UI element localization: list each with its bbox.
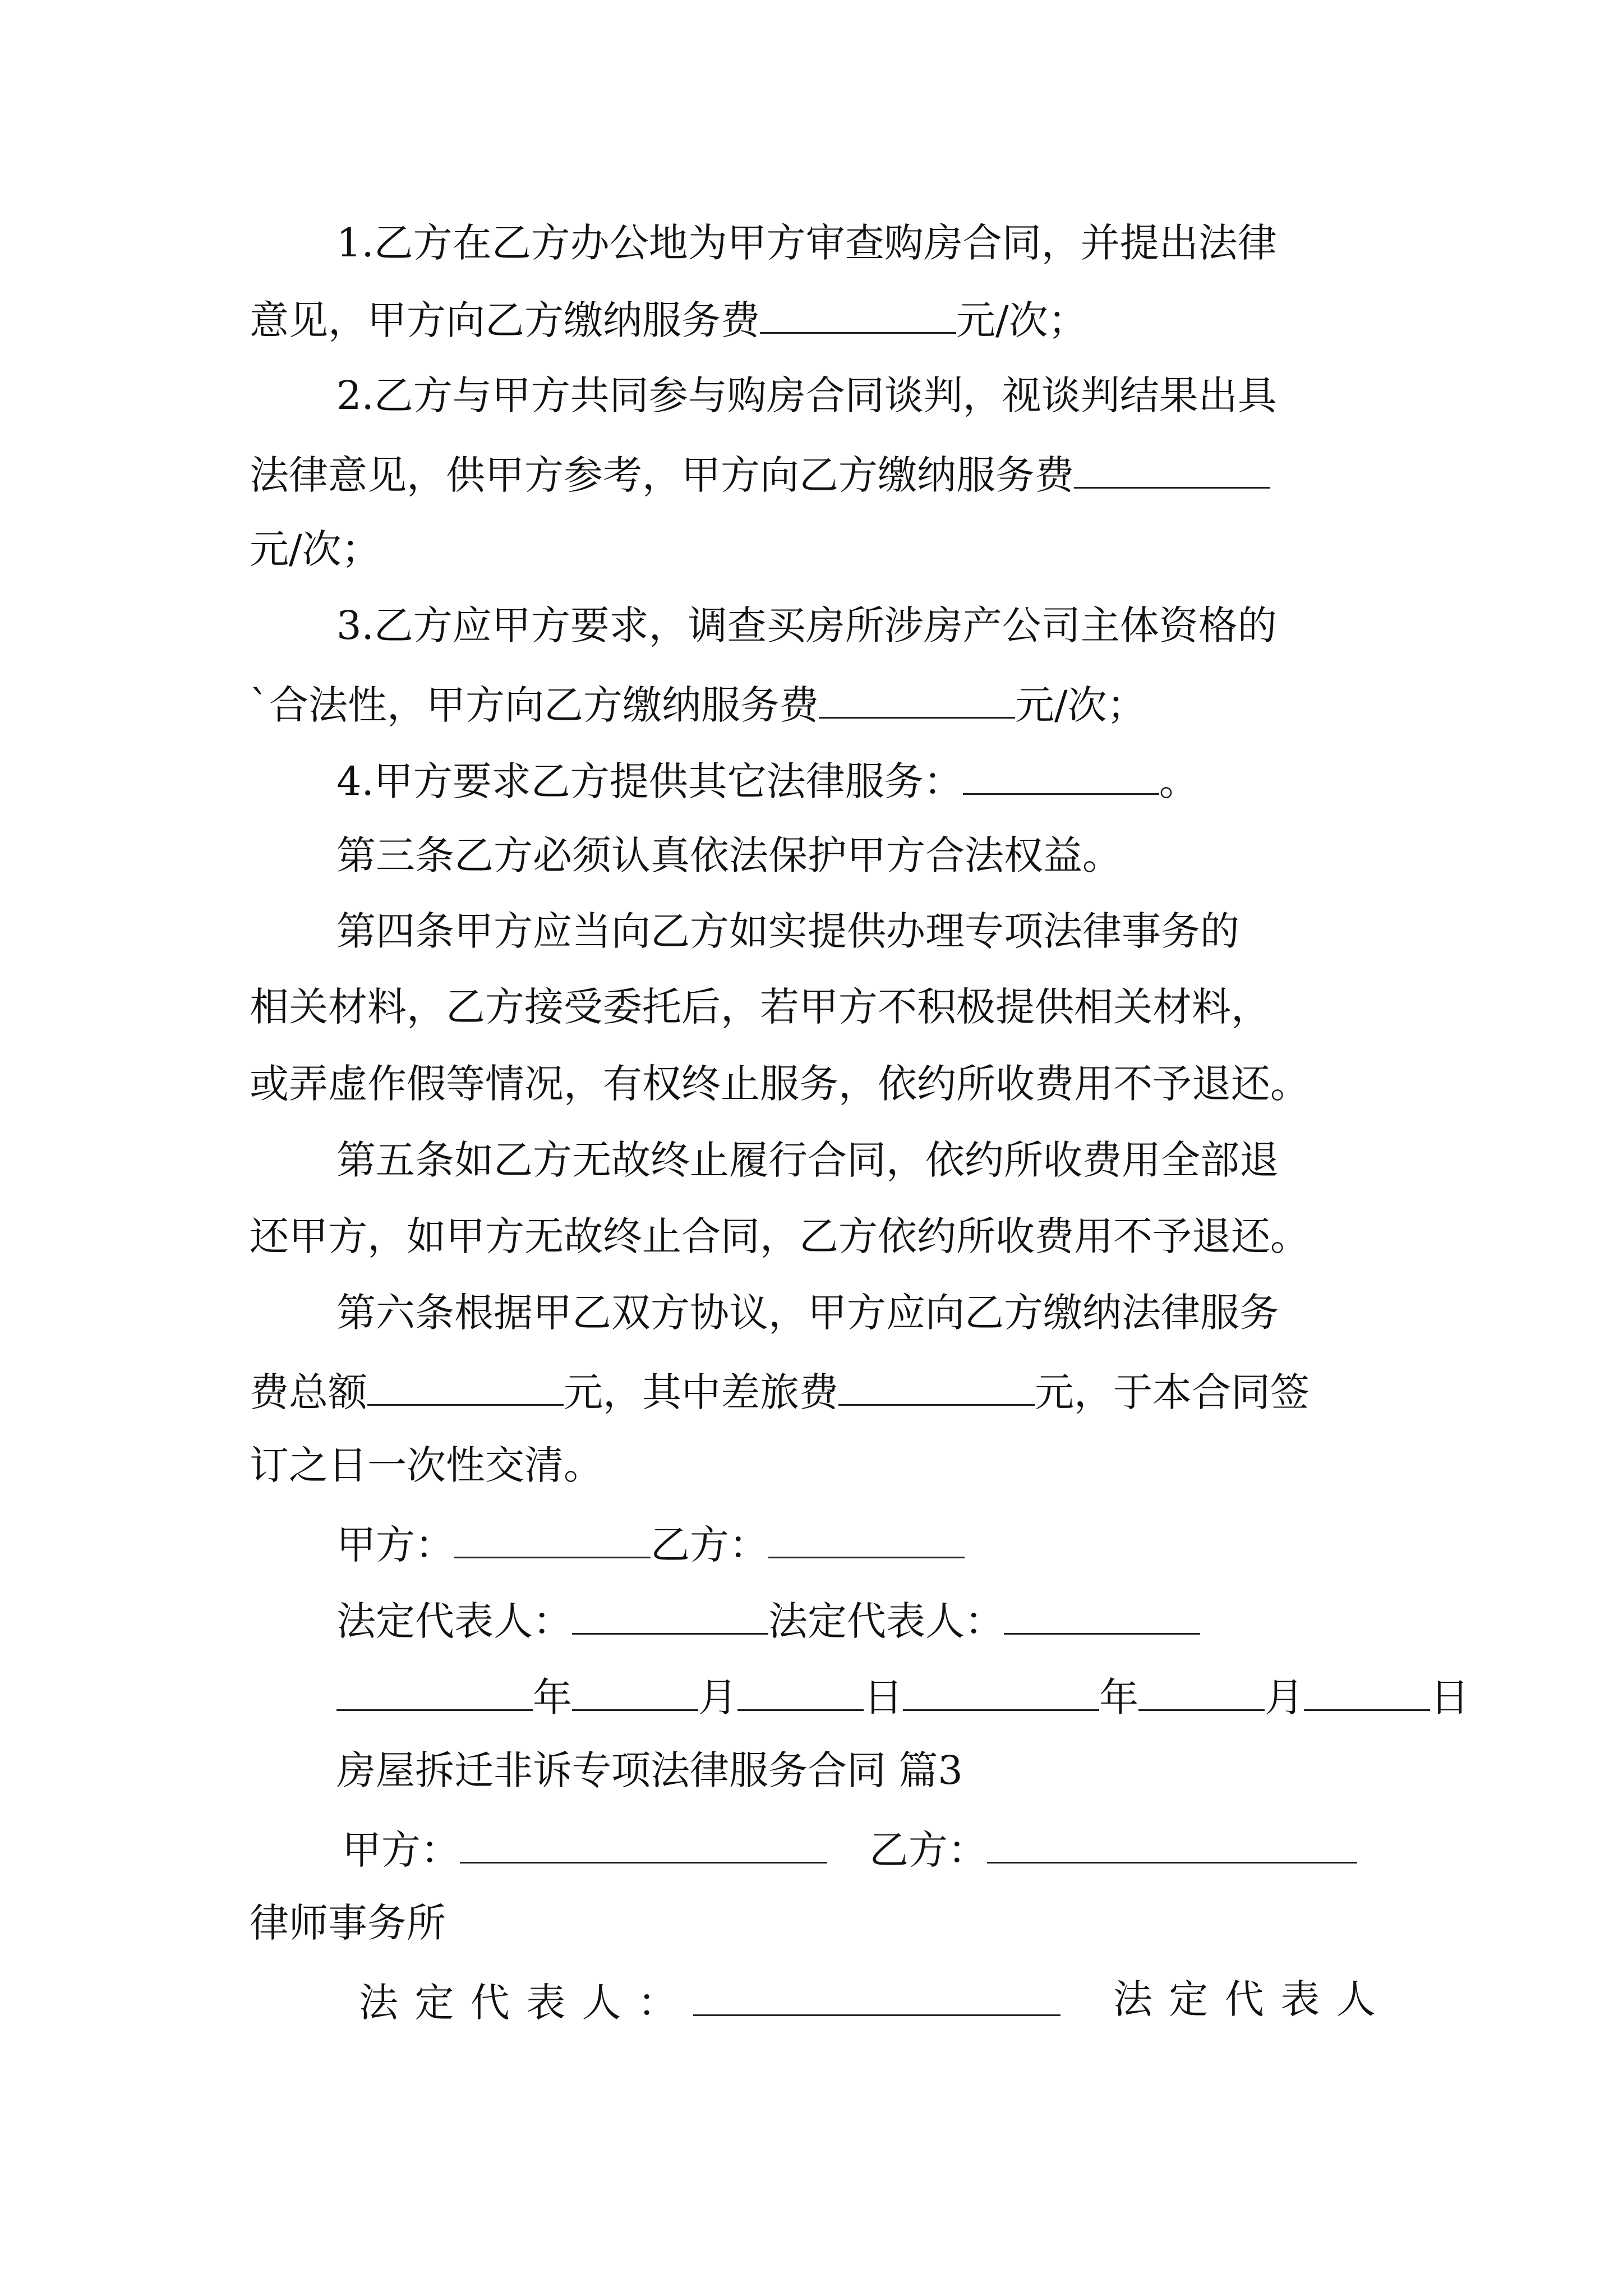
- p3-rep-a: [359, 1980, 1061, 2026]
- party-a-label: 甲方：: [336, 1522, 454, 1568]
- date-b-year: 年: [1099, 1674, 1138, 1720]
- article-6-line-3: 订之日一次性交清。: [250, 1442, 603, 1488]
- article-6-line-1: 第六条根据甲乙双方协议，甲方应向乙方缴纳法律服务: [336, 1290, 1279, 1336]
- signature-representatives: [336, 1598, 1200, 1644]
- article-6-line-2: [250, 1369, 1310, 1415]
- item-1-line-2: [250, 297, 1087, 343]
- item-2-text: 法律意见，供甲方参考，甲方向乙方缴纳服务费: [250, 452, 1074, 498]
- party-a-blank: [454, 1522, 651, 1558]
- date-a-year-blank: [336, 1674, 533, 1711]
- date-b-day: 日: [1430, 1674, 1469, 1720]
- signature-dates: [336, 1674, 1469, 1720]
- article-4-line-2: 相关材料，乙方接受委托后，若甲方不积极提供相关材料，: [250, 984, 1270, 1030]
- item-4-end: 。: [1159, 758, 1198, 804]
- article-5-line-1: 第五条如乙方无故终止履行合同，依约所收费用全部退: [336, 1137, 1279, 1183]
- date-b-year-blank: [903, 1674, 1099, 1711]
- date-a-year: 年: [533, 1674, 572, 1720]
- rep-b-label: 法定代表人：: [768, 1598, 1004, 1644]
- fee-blank-2: [1074, 452, 1270, 489]
- item-1-unit: 元/次；: [956, 297, 1087, 343]
- party-b-label: 乙方：: [651, 1522, 768, 1568]
- item-2-line-3: 元/次；: [250, 526, 381, 572]
- rep-a-label: 法定代表人：: [336, 1598, 572, 1644]
- article-6-total-label: 费总额: [250, 1369, 367, 1415]
- fee-blank-1: [760, 297, 956, 334]
- article-4-line-1: 第四条甲方应当向乙方如实提供办理专项法律事务的: [336, 908, 1239, 954]
- total-fee-blank: [367, 1369, 564, 1406]
- signature-parties: [336, 1522, 965, 1568]
- party-b-blank: [768, 1522, 965, 1558]
- date-b-month-blank: [1138, 1674, 1265, 1711]
- date-a-day-blank: [737, 1674, 864, 1711]
- date-b-day-blank: [1304, 1674, 1430, 1711]
- p3-party-b-label: 乙方：: [869, 1827, 987, 1873]
- p3-rep-b: [1113, 1976, 1392, 2022]
- item-1-line-1: 1.乙方在乙方办公地为甲方审查购房合同，并提出法律: [336, 220, 1277, 266]
- rep-b-blank: [1004, 1598, 1200, 1635]
- item-3-text: `合法性，甲方向乙方缴纳服务费: [250, 682, 819, 728]
- item-2-line-2: [250, 452, 1270, 498]
- item-3-line-1: 3.乙方应甲方要求，调查买房所涉房产公司主体资格的: [336, 602, 1277, 648]
- item-2-line-1: 2.乙方与甲方共同参与购房合同谈判，视谈判结果出具: [336, 372, 1277, 418]
- p3-party-b: [869, 1827, 1357, 1873]
- travel-fee-blank: [838, 1369, 1035, 1406]
- p3-law-firm: 律师事务所: [250, 1900, 446, 1946]
- p3-party-b-blank: [987, 1827, 1357, 1864]
- article-6-tail: 元，于本合同签: [1035, 1369, 1310, 1415]
- article-6-travel-label: 元，其中差旅费: [564, 1369, 838, 1415]
- p3-party-a: [342, 1827, 827, 1873]
- date-a-day: 日: [864, 1674, 903, 1720]
- item-4-text: 4.甲方要求乙方提供其它法律服务：: [336, 758, 963, 804]
- p3-party-a-label: 甲方：: [342, 1827, 460, 1873]
- item-3-line-2: [250, 682, 1146, 728]
- article-4-line-3: 或弄虚作假等情况，有权终止服务，依约所收费用不予退还。: [250, 1061, 1310, 1107]
- p3-party-a-blank: [460, 1827, 827, 1864]
- article-5-line-2: 还甲方，如甲方无故终止合同，乙方依约所收费用不予退还。: [250, 1213, 1310, 1259]
- section-heading-3: 房屋拆迁非诉专项法律服务合同 篇3: [336, 1747, 963, 1793]
- service-blank: [963, 758, 1159, 795]
- date-b-month: 月: [1265, 1674, 1304, 1720]
- date-a-month: 月: [698, 1674, 737, 1720]
- item-1-text: 意见，甲方向乙方缴纳服务费: [250, 297, 760, 343]
- item-3-unit: 元/次；: [1015, 682, 1146, 728]
- p3-rep-a-blank: [693, 1980, 1061, 2016]
- p3-rep-b-label: 法定代表人: [1113, 1976, 1392, 2022]
- fee-blank-3: [819, 682, 1015, 719]
- date-a-month-blank: [572, 1674, 698, 1711]
- p3-rep-a-label: 法定代表人：: [359, 1980, 694, 2026]
- rep-a-blank: [572, 1598, 768, 1635]
- item-4-line: [336, 758, 1198, 804]
- article-3: 第三条乙方必须认真依法保护甲方合法权益。: [336, 832, 1122, 878]
